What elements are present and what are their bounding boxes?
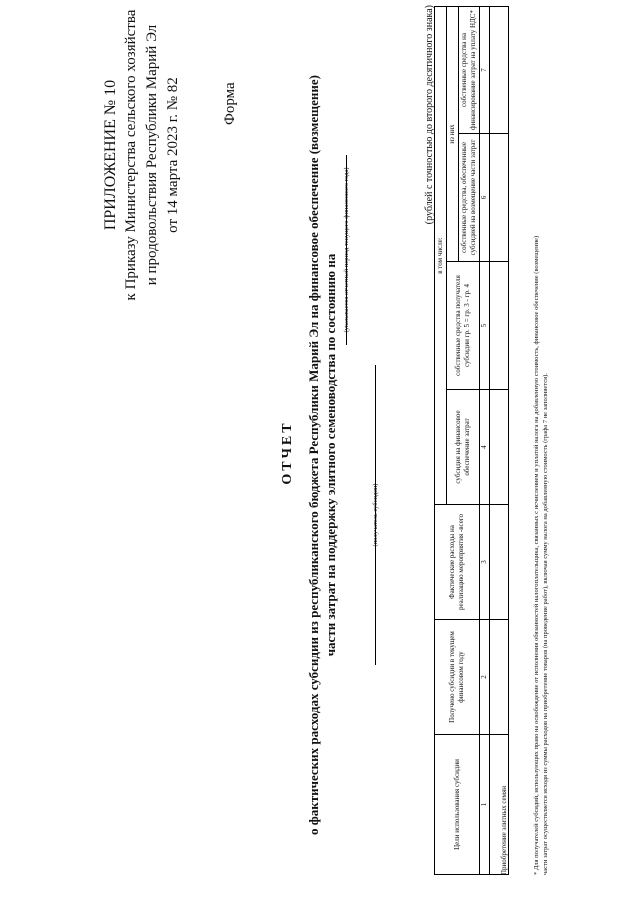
footnote-line-2: части затрат осуществляется исходя из суммы расходов на приобретение товаров (на проведение работ), включая сумму налога на добавленную стоимость (графа 7 не заполняется). bbox=[542, 373, 549, 875]
appendix-line-3: от 14 марта 2023 г. № 82 bbox=[165, 77, 181, 233]
form-label: Форма bbox=[222, 82, 238, 125]
column-number: 6 bbox=[480, 134, 490, 262]
header-row-1 bbox=[435, 7, 447, 875]
column-number: 5 bbox=[480, 262, 490, 390]
table-cell[interactable] bbox=[490, 262, 509, 390]
report-subtitle-line-2: части затрат на поддержку элитного семеноводства по состоянию на bbox=[323, 253, 338, 657]
appendix-line-1: к Приказу Министерства сельского хозяйства bbox=[123, 9, 139, 301]
row-label: Приобретение элитных семян bbox=[500, 785, 508, 875]
column-number: 4 bbox=[480, 390, 490, 505]
footnote-line-1: * Для получателей субсидий, использующих право на освобождение от исполнения обязанностей налогоплательщика, связанных с исчислением и уплатой налога на добавленную стоимость, финансовое обеспечение (возмещение) bbox=[533, 235, 540, 875]
header-of-them: из них bbox=[447, 7, 459, 262]
units-note: (рублей с точностью до второго десятичного знака) bbox=[424, 5, 435, 225]
table-row bbox=[490, 7, 509, 875]
report-subtitle bbox=[305, 45, 339, 865]
footnote bbox=[532, 15, 550, 875]
appendix-line-2: и продовольствия Республики Марий Эл bbox=[144, 24, 160, 286]
column-number-row bbox=[480, 7, 490, 875]
header-col-1: Цели использования субсидии bbox=[435, 735, 480, 875]
header-col-6: собственные средства, обеспеченные субсидией на возмещение части затрат bbox=[459, 134, 480, 262]
table-cell[interactable] bbox=[490, 505, 509, 620]
date-hint: (указывается отчетный период текущего финансового года) bbox=[343, 167, 350, 333]
appendix-title: ПРИЛОЖЕНИЕ № 10 bbox=[102, 79, 119, 231]
table-cell[interactable] bbox=[490, 620, 509, 735]
column-number: 7 bbox=[480, 7, 490, 134]
header-in-total: в том числе: bbox=[435, 7, 447, 505]
table-cell[interactable] bbox=[490, 7, 509, 134]
table-cell[interactable] bbox=[490, 390, 509, 505]
column-number: 2 bbox=[480, 620, 490, 735]
appendix-block bbox=[100, 5, 184, 305]
header-col-4: субсидия на финансовое обеспечение затрат bbox=[447, 390, 480, 505]
report-subtitle-line-1: о фактических расходах субсидии из республиканского бюджета Республики Марий Эл на финансовое обеспечение (возмещение) bbox=[306, 75, 321, 835]
header-col-5: собственные средства получателя субсидии гр. 5 = гр. 3 - гр. 4 bbox=[447, 262, 480, 390]
column-number: 3 bbox=[480, 505, 490, 620]
column-number: 1 bbox=[480, 735, 490, 875]
report-table bbox=[434, 6, 509, 875]
table-cell[interactable] bbox=[490, 134, 509, 262]
header-col-7: собственные средства на финансирование затрат на уплату НДС* bbox=[459, 7, 480, 134]
report-title: ОТЧЕТ bbox=[280, 420, 295, 485]
recipient-hint: (получатель субсидии) bbox=[372, 483, 379, 547]
header-col-3: Фактические расходы на реализацию мероприятия -всего bbox=[435, 505, 480, 620]
header-col-2: Получено субсидии в текущем финансовом году bbox=[435, 620, 480, 735]
